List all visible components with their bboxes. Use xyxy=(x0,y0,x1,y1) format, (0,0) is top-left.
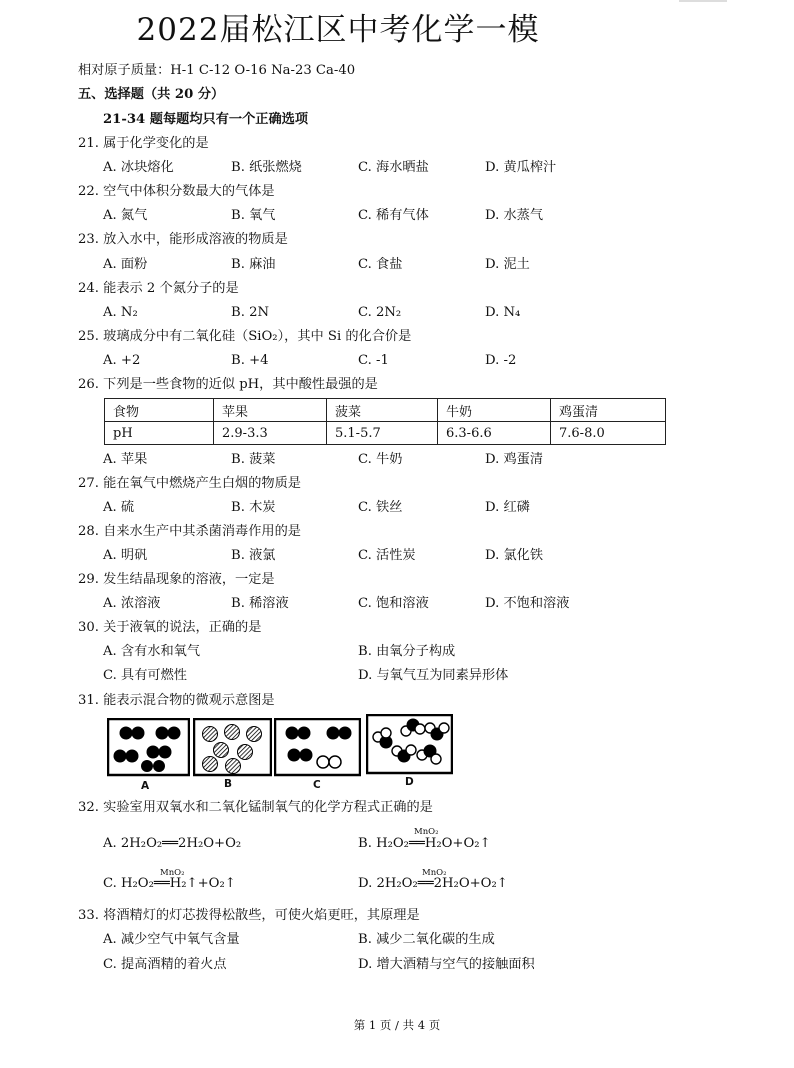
ph-table-value-row xyxy=(105,422,666,445)
q22-option-c: C. 稀有气体 xyxy=(358,208,429,223)
question-21: 21. 属于化学变化的是 xyxy=(78,136,209,151)
q29-option-b: B. 稀溶液 xyxy=(231,596,289,611)
q21-option-b: B. 纸张燃烧 xyxy=(231,160,302,175)
ph-header-milk: 牛奶 xyxy=(438,399,551,422)
q23-option-a: A. 面粉 xyxy=(103,257,148,272)
q28-option-d: D. 氯化铁 xyxy=(485,548,544,563)
q33-option-c: C. 提高酒精的着火点 xyxy=(103,957,227,972)
q32-option-b-catalyst: MnO₂ xyxy=(414,827,439,837)
q32-option-a: A. 2H₂O₂══2H₂O+O₂ xyxy=(103,836,242,851)
q30-option-d: D. 与氧气互为同素异形体 xyxy=(358,668,509,683)
q27-option-b: B. 木炭 xyxy=(231,500,276,515)
atomic-masses: 相对原子质量：H-1 C-12 O-16 Na-23 Ca-40 xyxy=(78,63,356,78)
ph-value-milk: 6.3-6.6 xyxy=(438,422,551,445)
q26-option-b: B. 菠菜 xyxy=(231,452,276,467)
question-27: 27. 能在氧气中燃烧产生白烟的物质是 xyxy=(78,476,301,491)
question-33: 33. 将酒精灯的灯芯拨得松散些，可使火焰更旺，其原理是 xyxy=(78,908,420,923)
q33-option-b: B. 减少二氧化碳的生成 xyxy=(358,932,495,947)
question-31: 31. 能表示混合物的微观示意图是 xyxy=(78,693,275,708)
q21-option-d: D. 黄瓜榨汁 xyxy=(485,160,557,175)
page-title: 2022届松江区中考化学一模 xyxy=(136,12,540,48)
option-c-label: C xyxy=(313,779,321,791)
q27-option-a: A. 硫 xyxy=(103,500,135,515)
q32-option-c: C. H₂O₂══H₂↑+O₂↑ xyxy=(103,876,236,891)
q24-option-d: D. N₄ xyxy=(485,305,521,320)
option-b-label: B xyxy=(224,778,233,790)
question-29: 29. 发生结晶现象的溶液，一定是 xyxy=(78,572,275,587)
question-26: 26. 下列是一些食物的近似 pH，其中酸性最强的是 xyxy=(78,377,378,392)
q24-option-a: A. N₂ xyxy=(103,305,138,320)
q26-option-a: A. 苹果 xyxy=(103,452,148,467)
q28-option-a: A. 明矾 xyxy=(103,548,148,563)
question-23: 23. 放入水中，能形成溶液的物质是 xyxy=(78,232,288,247)
ph-table xyxy=(104,398,666,445)
q25-option-b: B. +4 xyxy=(231,353,269,368)
question-22: 22. 空气中体积分数最大的气体是 xyxy=(78,184,275,199)
q25-option-c: C. -1 xyxy=(358,353,389,368)
q29-option-a: A. 浓溶液 xyxy=(103,596,161,611)
page-footer: 第 1 页 / 共 4 页 xyxy=(353,1018,441,1032)
question-32: 32. 实验室用双氧水和二氧化锰制氧气的化学方程式正确的是 xyxy=(78,800,433,815)
q32-option-d-catalyst: MnO₂ xyxy=(422,868,447,878)
sub-heading: 21-34 题每题均只有一个正确选项 xyxy=(103,112,309,127)
q32-option-c-catalyst: MnO₂ xyxy=(160,868,185,878)
q26-option-c: C. 牛奶 xyxy=(358,452,403,467)
q33-option-a: A. 减少空气中氧气含量 xyxy=(103,932,240,947)
q27-option-c: C. 铁丝 xyxy=(358,500,403,515)
q28-option-c: C. 活性炭 xyxy=(358,548,416,563)
q29-option-c: C. 饱和溶液 xyxy=(358,596,429,611)
ph-value-egg-white: 7.6-8.0 xyxy=(551,422,666,445)
section-heading: 五、选择题（共 20 分） xyxy=(78,87,225,102)
q28-option-b: B. 液氯 xyxy=(231,548,276,563)
q24-option-c: C. 2N₂ xyxy=(358,305,402,320)
q25-option-d: D. -2 xyxy=(485,353,517,368)
question-24: 24. 能表示 2 个氮分子的是 xyxy=(78,281,239,296)
q30-option-c: C. 具有可燃性 xyxy=(103,668,187,683)
q29-option-d: D. 不饱和溶液 xyxy=(485,596,570,611)
molecule-diagram-d xyxy=(366,714,453,776)
ph-header-food: 食物 xyxy=(105,399,214,422)
ph-row-label: pH xyxy=(105,422,214,445)
corner-mark xyxy=(679,0,727,2)
ph-header-apple: 苹果 xyxy=(214,399,327,422)
q27-option-d: D. 红磷 xyxy=(485,500,530,515)
q26-option-d: D. 鸡蛋清 xyxy=(485,452,544,467)
molecule-diagram-b xyxy=(193,718,272,778)
question-25: 25. 玻璃成分中有二氧化硅（SiO₂），其中 Si 的化合价是 xyxy=(78,329,412,344)
q22-option-a: A. 氮气 xyxy=(103,208,148,223)
q23-option-d: D. 泥土 xyxy=(485,257,530,272)
option-a-label: A xyxy=(141,780,150,792)
q32-option-b: B. H₂O₂══H₂O+O₂↑ xyxy=(358,836,491,851)
q30-option-a: A. 含有水和氧气 xyxy=(103,644,201,659)
question-28: 28. 自来水生产中其杀菌消毒作用的是 xyxy=(78,524,301,539)
question-30: 30. 关于液氧的说法，正确的是 xyxy=(78,620,262,635)
molecule-diagram-c xyxy=(274,718,361,778)
option-d-label: D xyxy=(405,776,414,788)
q25-option-a: A. +2 xyxy=(103,353,141,368)
q24-option-b: B. 2N xyxy=(231,305,270,320)
q22-option-d: D. 水蒸气 xyxy=(485,208,544,223)
ph-value-apple: 2.9-3.3 xyxy=(214,422,327,445)
q22-option-b: B. 氧气 xyxy=(231,208,276,223)
q33-option-d: D. 增大酒精与空气的接触面积 xyxy=(358,957,535,972)
q32-option-d: D. 2H₂O₂══2H₂O+O₂↑ xyxy=(358,876,508,891)
q23-option-c: C. 食盐 xyxy=(358,257,403,272)
molecule-diagram-a xyxy=(107,718,190,778)
q21-option-c: C. 海水晒盐 xyxy=(358,160,429,175)
ph-value-spinach: 5.1-5.7 xyxy=(327,422,438,445)
q21-option-a: A. 冰块熔化 xyxy=(103,160,174,175)
q23-option-b: B. 麻油 xyxy=(231,257,276,272)
ph-header-egg-white: 鸡蛋清 xyxy=(551,399,666,422)
q30-option-b: B. 由氧分子构成 xyxy=(358,644,456,659)
ph-table-header-row xyxy=(105,399,666,422)
ph-header-spinach: 菠菜 xyxy=(327,399,438,422)
